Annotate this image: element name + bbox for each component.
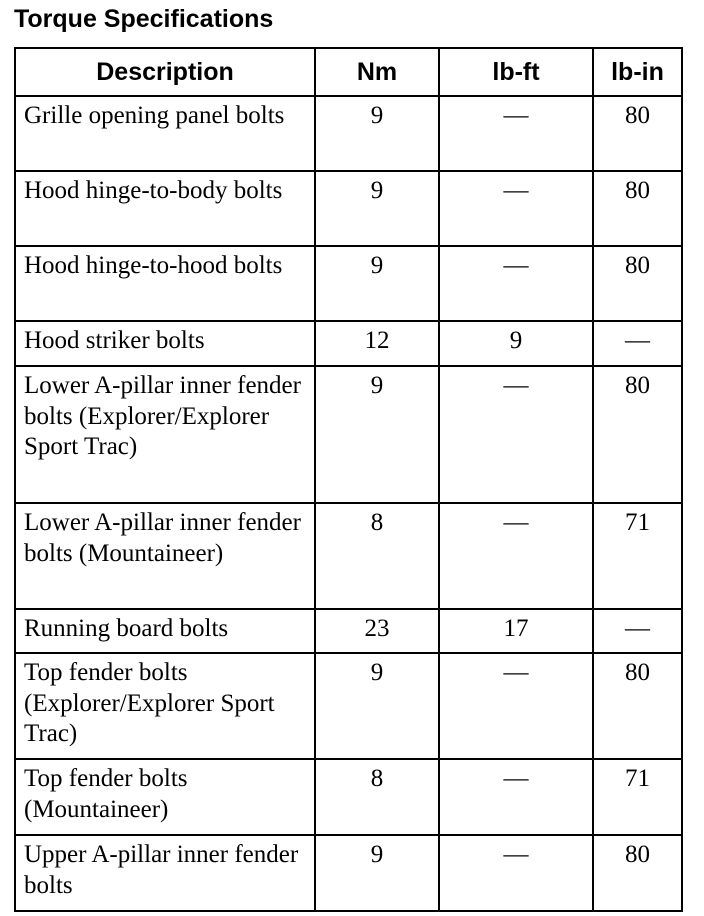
lb-ft-cell: — (439, 503, 593, 609)
lb-ft-cell: — (439, 171, 593, 246)
nm-cell: 9 (315, 653, 439, 759)
table-body (15, 96, 682, 911)
nm-cell: 9 (315, 171, 439, 246)
lb-ft-cell: — (439, 653, 593, 759)
nm-cell: 9 (315, 366, 439, 503)
description-cell: Lower A-pillar inner fender bolts (Explorer/Explorer Sport Trac) (15, 366, 315, 503)
lb-in-cell: 80 (593, 835, 682, 911)
table-row (15, 321, 682, 366)
lb-ft-cell: 17 (439, 609, 593, 653)
lb-in-cell: — (593, 321, 682, 366)
description-cell: Hood striker bolts (15, 321, 315, 366)
table-row (15, 653, 682, 759)
page-title: Torque Specifications (14, 5, 274, 33)
description-cell: Upper A-pillar inner fender bolts (15, 835, 315, 911)
header-description: Description (15, 48, 315, 96)
torque-spec-table (14, 47, 683, 912)
header-nm: Nm (315, 48, 439, 96)
lb-in-cell: 80 (593, 366, 682, 503)
header-lb-in: lb-in (593, 48, 682, 96)
lb-in-cell: 80 (593, 653, 682, 759)
table-row (15, 96, 682, 171)
table-row (15, 246, 682, 321)
lb-ft-cell: — (439, 366, 593, 503)
header-lb-ft: lb-ft (439, 48, 593, 96)
lb-ft-cell: — (439, 246, 593, 321)
lb-in-cell: 71 (593, 503, 682, 609)
table-header (15, 48, 682, 96)
lb-ft-cell: — (439, 96, 593, 171)
nm-cell: 8 (315, 503, 439, 609)
description-cell: Lower A-pillar inner fender bolts (Mountaineer) (15, 503, 315, 609)
description-cell: Top fender bolts (Explorer/Explorer Sport Trac) (15, 653, 315, 759)
table-row (15, 835, 682, 911)
lb-in-cell: 80 (593, 96, 682, 171)
lb-ft-cell: 9 (439, 321, 593, 366)
description-cell: Grille opening panel bolts (15, 96, 315, 171)
table-row (15, 609, 682, 653)
nm-cell: 8 (315, 759, 439, 835)
nm-cell: 12 (315, 321, 439, 366)
lb-ft-cell: — (439, 835, 593, 911)
nm-cell: 23 (315, 609, 439, 653)
table-row (15, 171, 682, 246)
nm-cell: 9 (315, 246, 439, 321)
header-row (15, 48, 682, 96)
description-cell: Top fender bolts (Mountaineer) (15, 759, 315, 835)
table-row (15, 503, 682, 609)
description-cell: Hood hinge-to-body bolts (15, 171, 315, 246)
table-row (15, 366, 682, 503)
table-row (15, 759, 682, 835)
lb-in-cell: — (593, 609, 682, 653)
lb-in-cell: 71 (593, 759, 682, 835)
nm-cell: 9 (315, 835, 439, 911)
description-cell: Hood hinge-to-hood bolts (15, 246, 315, 321)
nm-cell: 9 (315, 96, 439, 171)
lb-in-cell: 80 (593, 246, 682, 321)
lb-in-cell: 80 (593, 171, 682, 246)
lb-ft-cell: — (439, 759, 593, 835)
description-cell: Running board bolts (15, 609, 315, 653)
